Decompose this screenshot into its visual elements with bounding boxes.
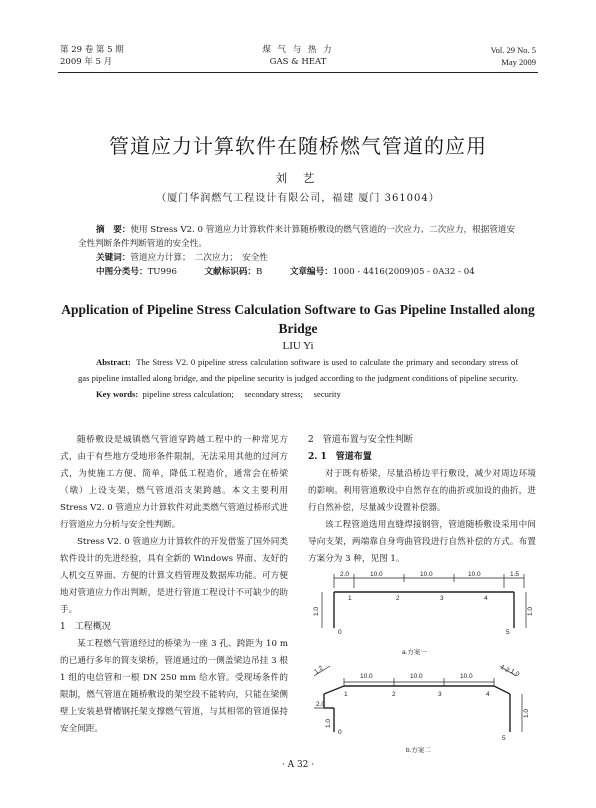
fig-b-diag-dim-3: 1.0: [509, 667, 521, 679]
paragraph-project: 某工程燃气管道经过的桥梁为一座 3 孔、跨距为 10 m 的已通行多年的简支梁桥，管道通过的一侧盖梁边吊挂 3 根 1 组的电信管和一根 DN 250 mm 给水管。受现场条件的限制，燃气管道在随桥敷设的架空段不能转向，只能在梁侧壁上安装悬臂槽钢托架支撑燃气管道，与其相邻的管道保持安全间距。: [60, 639, 288, 734]
fig-b-dim-2: 10.0: [410, 673, 423, 680]
fig-b-vdim-left: 1.0: [325, 718, 332, 728]
english-author: LIU Yi: [282, 340, 314, 352]
fig-b-node-0: 0: [338, 729, 342, 736]
fig-a-dim-4: 10.0: [468, 571, 481, 578]
english-abstract: [78, 354, 518, 402]
fig-a-node-0: 0: [338, 629, 342, 636]
classification-line: [78, 265, 518, 279]
figure-b: [310, 664, 536, 756]
fig-b-node-2: 2: [392, 691, 396, 698]
keywords-cn-label: 关键词：: [96, 253, 131, 263]
header-rule: [58, 72, 538, 73]
fig-a-node-2: 2: [396, 595, 400, 602]
doc-code-label: 文献标识码：: [204, 267, 257, 277]
fig-a-node-1: 1: [348, 595, 352, 602]
fig-b-dim-1: 10.0: [360, 673, 373, 680]
fig-a-dim-5: 1.5: [510, 571, 520, 578]
english-keywords-label: Key words:: [96, 389, 139, 399]
fig-b-small-dim: 2.0: [316, 701, 326, 708]
abstract-cn: [78, 223, 518, 279]
fig-a-dim-1: 2.0: [340, 571, 350, 578]
abstract-cn-body: [78, 223, 518, 251]
fig-a-vdim-left: 1.0: [313, 606, 320, 616]
fig-b-node-1: 1: [344, 691, 348, 698]
paragraph-scheme: 该工程管道选用直缝焊接钢管，管道随桥敷设采用中间导向支架，两端靠自身弯曲管段进行自然补偿的方式。布置方案分为 3 种，见图 1。: [308, 520, 536, 564]
section-heading-2-1: 2. 1 管道布置: [308, 452, 372, 462]
fig-b-vdim-right: 1.0: [523, 708, 530, 718]
abstract-cn-label: 摘 要：: [96, 225, 131, 235]
affiliation: （厦门华润燃气工程设计有限公司，福建 厦门 361004）: [156, 193, 440, 204]
paragraph-software: Stress V2. 0 管道应力计算软件的开发借鉴了国外同类软件设计的先进经验，具有全新的 Windows 界面、友好的人机交互界面、方便的计算文档管理及数据库功能。可方便地对管道应力作出判断，是进行管道工程设计不可缺少的助手。: [60, 537, 288, 615]
fig-a-caption: a.方案一: [402, 649, 427, 656]
figure-a: [310, 568, 536, 660]
article-no-label: 文章编号：: [289, 267, 333, 277]
fig-a-vdim-right: 1.0: [527, 606, 534, 616]
fig-b-diag-dim-1: 1.2: [313, 664, 325, 676]
journal-name: 煤 气 与 热 力: [262, 45, 334, 55]
page-title: 管道应力计算软件在随桥燃气管道的应用: [109, 134, 487, 158]
abstract-cn-text: 使用 Stress V2. 0 管道应力计算软件来计算随桥敷设的燃气管道的一次应力、二次应力，根据管道安全性判断条件判断管道的安全性。: [78, 225, 516, 249]
english-keywords: [78, 386, 518, 402]
fig-a-node-4: 4: [484, 595, 488, 602]
fig-b-node-3: 3: [438, 691, 442, 698]
fig-a-node-5: 5: [506, 629, 510, 636]
fig-a-dim-2: 10.0: [370, 571, 383, 578]
english-abstract-body: [78, 354, 518, 386]
section-heading-2: 2 管道布置与安全性判断: [308, 435, 413, 445]
header-right: [491, 44, 536, 68]
english-keywords-text: pipeline stress calculation; secondary stress; security: [142, 389, 341, 399]
journal-name-en: GAS & HEAT: [269, 57, 327, 67]
fig-a-node-3: 3: [440, 595, 444, 602]
body-left-column: [60, 432, 288, 738]
keywords-cn-text: 管道应力计算； 二次应力； 安全性: [130, 253, 268, 263]
section-heading-1: 1 工程概况: [60, 622, 111, 632]
article-no-value: 1000 - 4416(2009)05 - 0A32 - 04: [332, 267, 475, 277]
english-abstract-label: Abstract:: [96, 357, 131, 367]
paragraph-layout: 对于既有桥梁，尽量沿桥边平行敷设，减少对周边环境的影响。利用管道敷设中自然存在的曲折或加设的曲折，进行自然补偿，尽量减少设置补偿器。: [308, 469, 536, 513]
fig-a-dim-3: 10.0: [420, 571, 433, 578]
doc-code-value: B: [256, 267, 263, 277]
header-date: 2009 年 5 月: [60, 57, 113, 67]
english-title: Application of Pipeline Stress Calculation Software to Gas Pipeline Installed along Bridge: [61, 302, 535, 336]
clc-value: TU996: [147, 267, 177, 277]
header-date-en: May 2009: [501, 57, 536, 67]
fig-b-dim-3: 10.0: [460, 673, 473, 680]
english-abstract-text: The Stress V2. 0 pipeline stress calculation software is used to calculate the primary and secondary stress of gas pipeline installed along bridge, and the pipeline security is judged according to the judgment conditions of pipeline security.: [78, 357, 519, 383]
header-volume: 第 29 卷 第 5 期: [60, 45, 124, 55]
clc-label: 中图分类号：: [96, 267, 148, 277]
fig-b-node-4: 4: [486, 691, 490, 698]
fig-b-caption: b.方案二: [406, 747, 431, 754]
keywords-cn: [78, 251, 518, 265]
fig-b-diag-dim-2: 1.2: [499, 664, 511, 675]
page-number: · A 32 ·: [281, 760, 315, 770]
author: 刘 艺: [275, 171, 321, 185]
fig-b-node-5: 5: [502, 735, 506, 742]
paragraph-intro: 随桥敷设是城镇燃气管道穿跨越工程中的一种常见方式，由于有些地方受地形条件限制，无法采用其他的过河方式，为使施工方便、简单，降低工程造价，通常会在桥梁（墩）上设支架，燃气管道沿支架跨越。本文主要利用 Stress V2. 0 管道应力计算软件对此类燃气管道过桥形式进行管道应力分析与安全性判断。: [60, 435, 288, 530]
body-right-column: [308, 432, 536, 568]
header-volume-en: Vol. 29 No. 5: [490, 45, 536, 55]
